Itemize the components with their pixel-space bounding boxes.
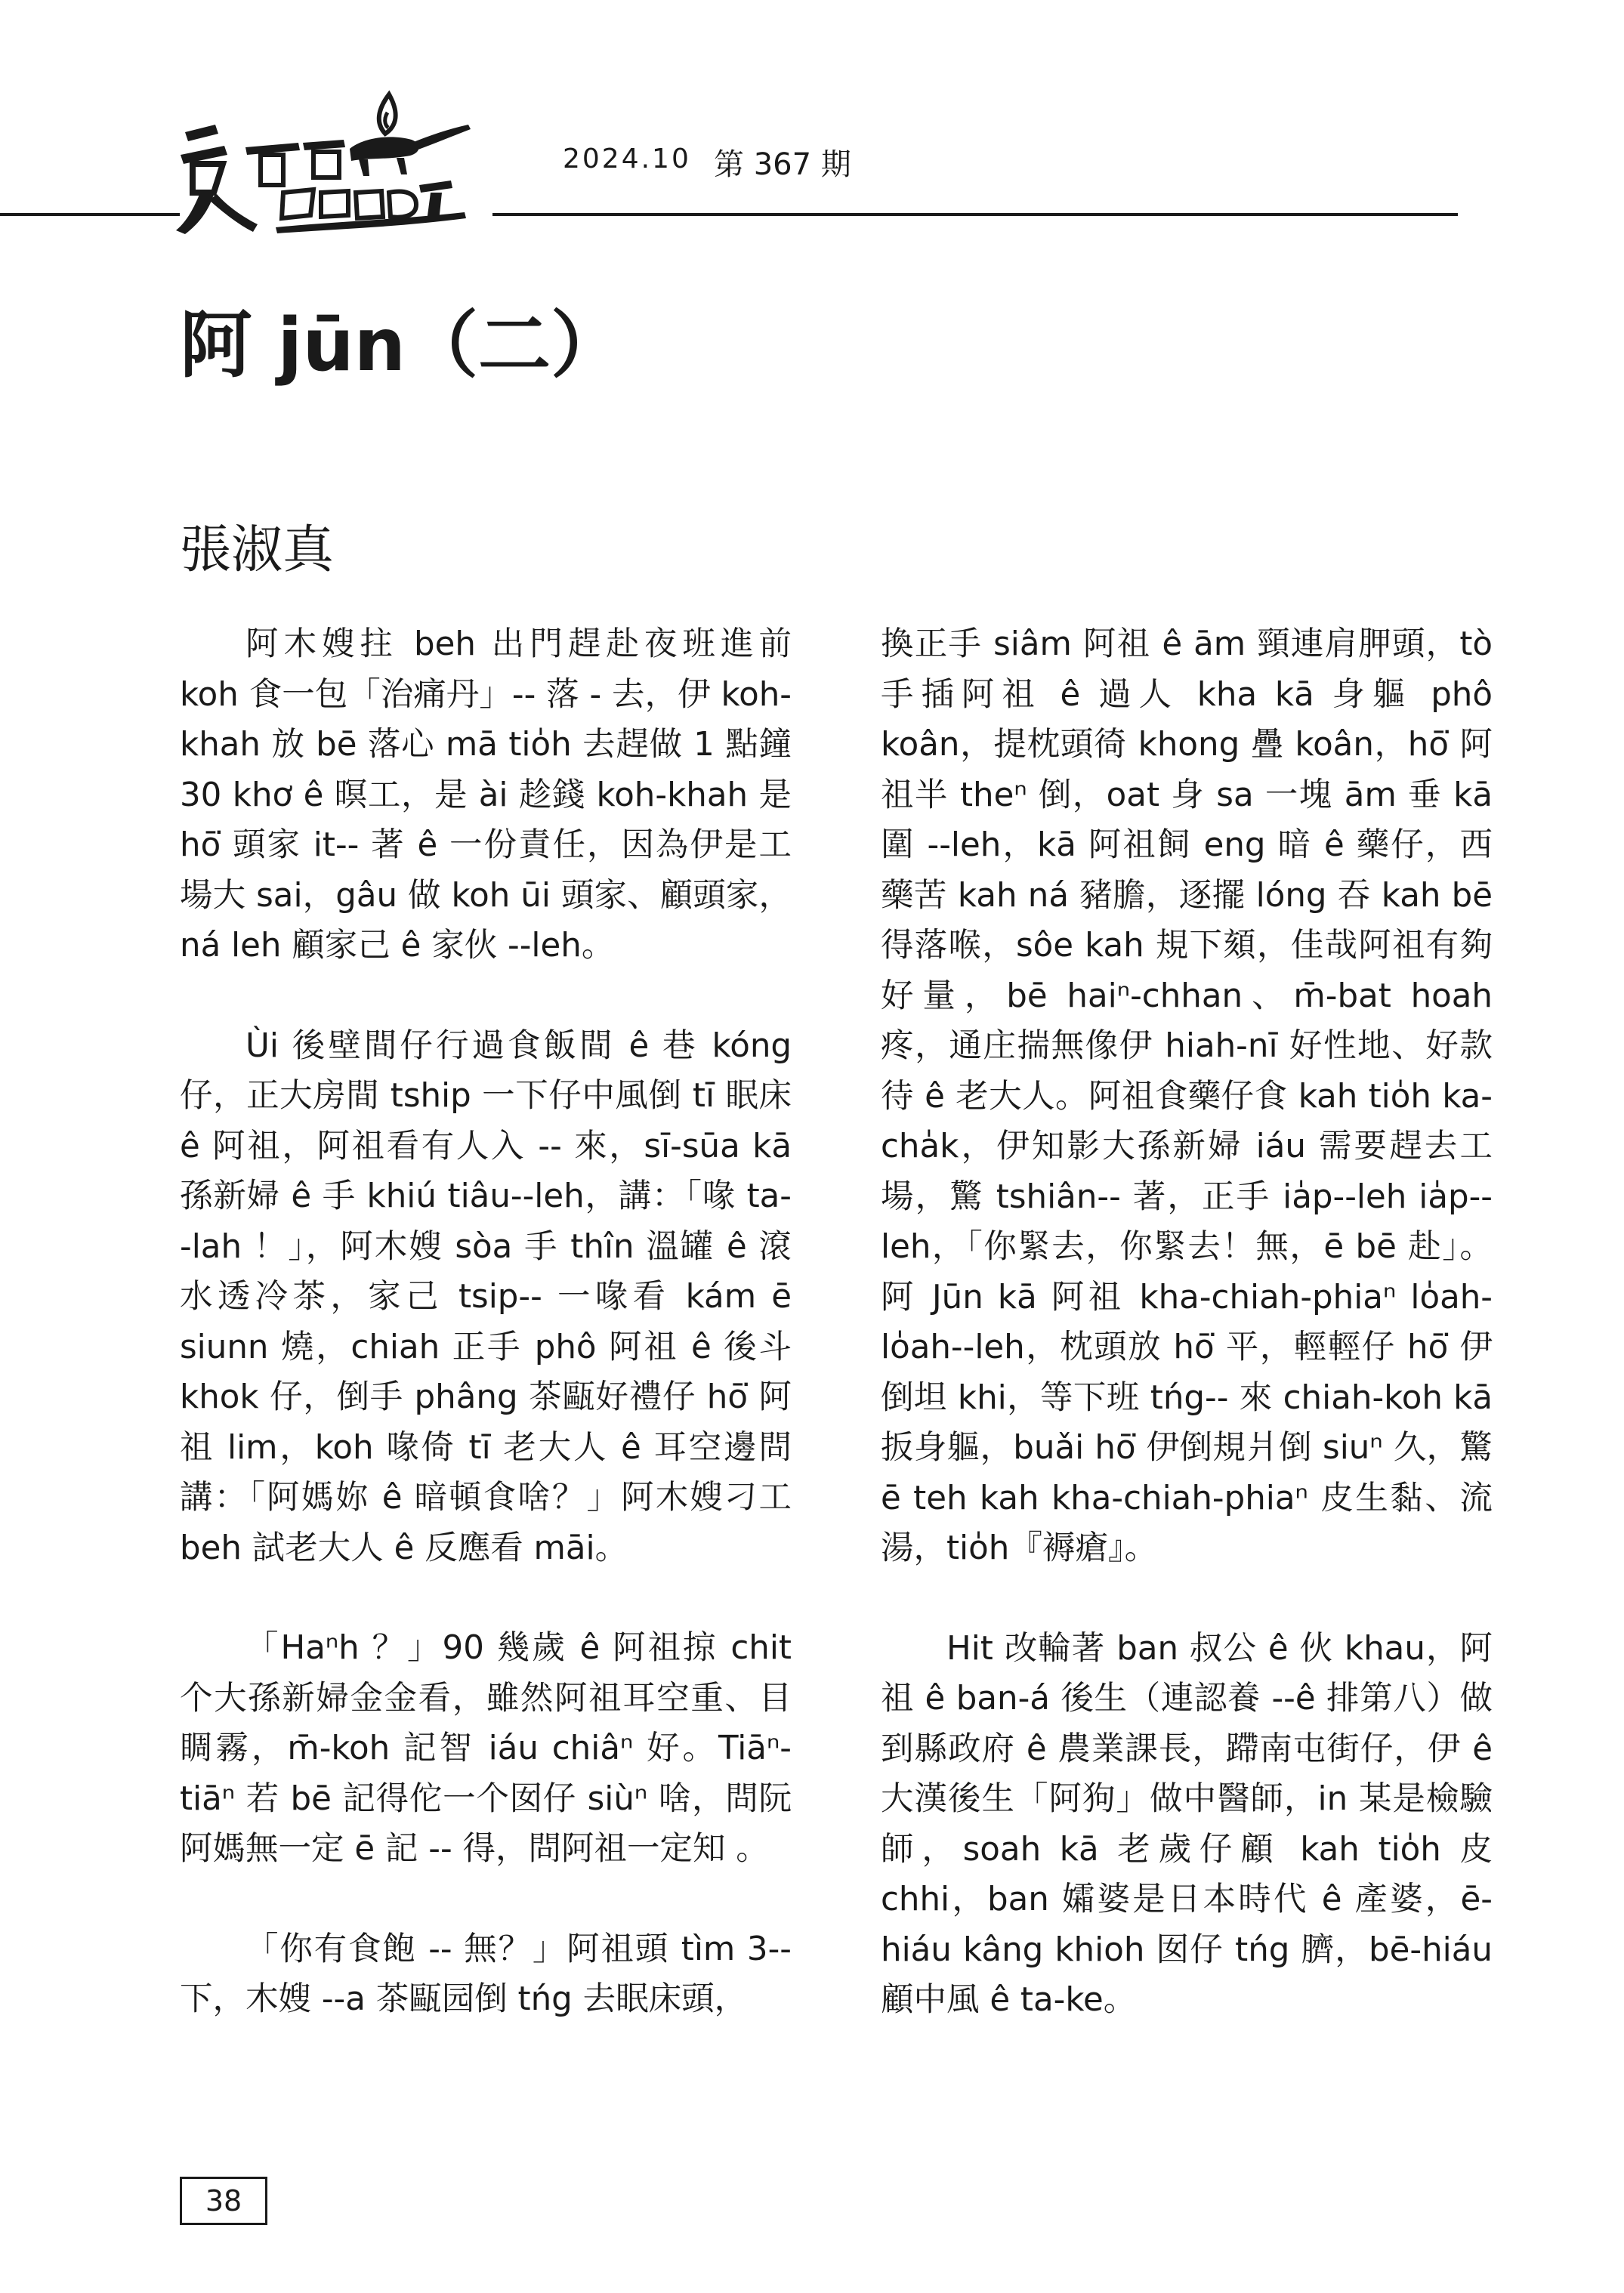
page-number: 38 [180,2177,267,2225]
article-title: 阿 jūn（二） [180,303,624,387]
issue-date: 2024.10 [563,144,691,174]
logo-flame-icon [379,94,396,134]
header-rule-right [492,213,1458,216]
logo-calligraphy-icon [176,125,471,234]
paragraph: 阿木嫂拄 beh 出門趕赴夜班進前 koh 食一包「治痛丹」-- 落 - 去，伊 koh-khah 放 bē 落心 mā tio̍h 去趕做 1 點鐘 30 khơ ê 暝工，是 ài 趁錢 koh-khah 是 hō͘ 頭家 it-- 著 ê 一份責任，因為伊是工場大 sai，gâu 做 koh ūi 頭家、顧頭家，ná leh 顧家己 ê 家伙 --leh。 [180,625,792,964]
magazine-logo [170,79,487,238]
paragraph-continued: 換正手 siâm 阿祖 ê ām 頸連肩胛頭，tò 手插阿祖 ê 過人 kha kā 身軀 phô koân，提枕頭徛 khong 疊 koân，hō͘ 阿祖半 theⁿ 倒，oat 身 sa 一塊 ām 垂 kā 圍 --leh，kā 阿祖飼 eng 暗 ê 藥仔，西藥苦 kah ná 豬膽，逐擺 lóng 吞 kah bē 得落喉，sôe kah 規下頦，佳哉阿祖有夠好量，bē haiⁿ-chhan、m̄-bat hoah 疼，通庄揣無像伊 hiah-nī 好性地、好款待 ê 老大人。阿祖食藥仔食 kah tio̍h ka-cha̍k，伊知影大孫新婦 iáu 需要趕去工場，驚 tshiân-- 著，正手 ia̍p--leh ia̍p--leh，「你緊去，你緊去！無，ē bē 赴」。阿 Jūn kā 阿祖 kha-chiah-phiaⁿ lo̍ah-lo̍ah--leh，枕頭放 hō͘ 平，輕輕仔 hō͘ 伊倒坦 khi，等下班 tńg-- 來 chiah-koh kā 扳身軀，buǎi hō͘ 伊倒規爿倒 siuⁿ 久，驚 ē teh kah kha-chiah-phiaⁿ 皮生黏、流湯，tio̍h『褥瘡』。 [881,625,1493,1567]
article-author: 張淑真 [180,520,335,580]
article-column-right [881,619,1493,2075]
header-rule-left [0,213,180,216]
article-column-left [180,619,792,2075]
paragraph: 「Haⁿh ？」90 幾歲 ê 阿祖掠 chit 个大孫新婦金金看，雖然阿祖耳空重、目睭霧，m̄-koh 記智 iáu chiâⁿ 好。Tiāⁿ-tiāⁿ 若 bē 記得佗一个囡仔 siùⁿ 啥，問阮阿媽無一定 ē 記 -- 得，問阿祖一定知 。 [180,1629,792,1868]
paragraph: 「你有食飽 -- 無？」阿祖頭 tìm 3-- 下，木嫂 --a 茶甌园倒 tńg 去眠床頭， [180,1930,792,2018]
issue-number: 第 367 期 [714,147,851,182]
paragraph: Ùi 後壁間仔行過食飯間 ê 巷 kóng 仔，正大房間 tship 一下仔中風倒 tī 眠床 ê 阿祖，阿祖看有人入 -- 來，sī-sūa kā 孫新婦 ê 手 khiú tiâu--leh，講：「喙 ta--lah ！」，阿木嫂 sòa 手 thîn 溫罐 ê 滾水透冷茶，家己 tsip-- 一喙看 kám ē siunn 燒，chiah 正手 phô 阿祖 ê 後斗 khok 仔，倒手 phâng 茶甌好禮仔 hō͘ 阿祖 lim，koh 喙倚 tī 老大人 ê 耳空邊問講：「阿媽妳 ê 暗頓食啥？」阿木嫂刁工 beh 試老大人 ê 反應看 māi。 [180,1026,792,1567]
paragraph: Hit 改輪著 ban 叔公 ê 伙 khau，阿祖 ê ban-á 後生（連認養 --ê 排第八）做到縣政府 ê 農業課長，蹛南屯街仔，伊 ê 大漢後生「阿狗」做中醫師，in 某是檢驗師，soah kā 老歲仔顧 kah tio̍h 皮 chhi，ban 孀婆是日本時代 ê 產婆，ē-hiáu kâng khioh 囡仔 tńg 臍，bē-hiáu 顧中風 ê ta-ke。 [881,1629,1493,2019]
